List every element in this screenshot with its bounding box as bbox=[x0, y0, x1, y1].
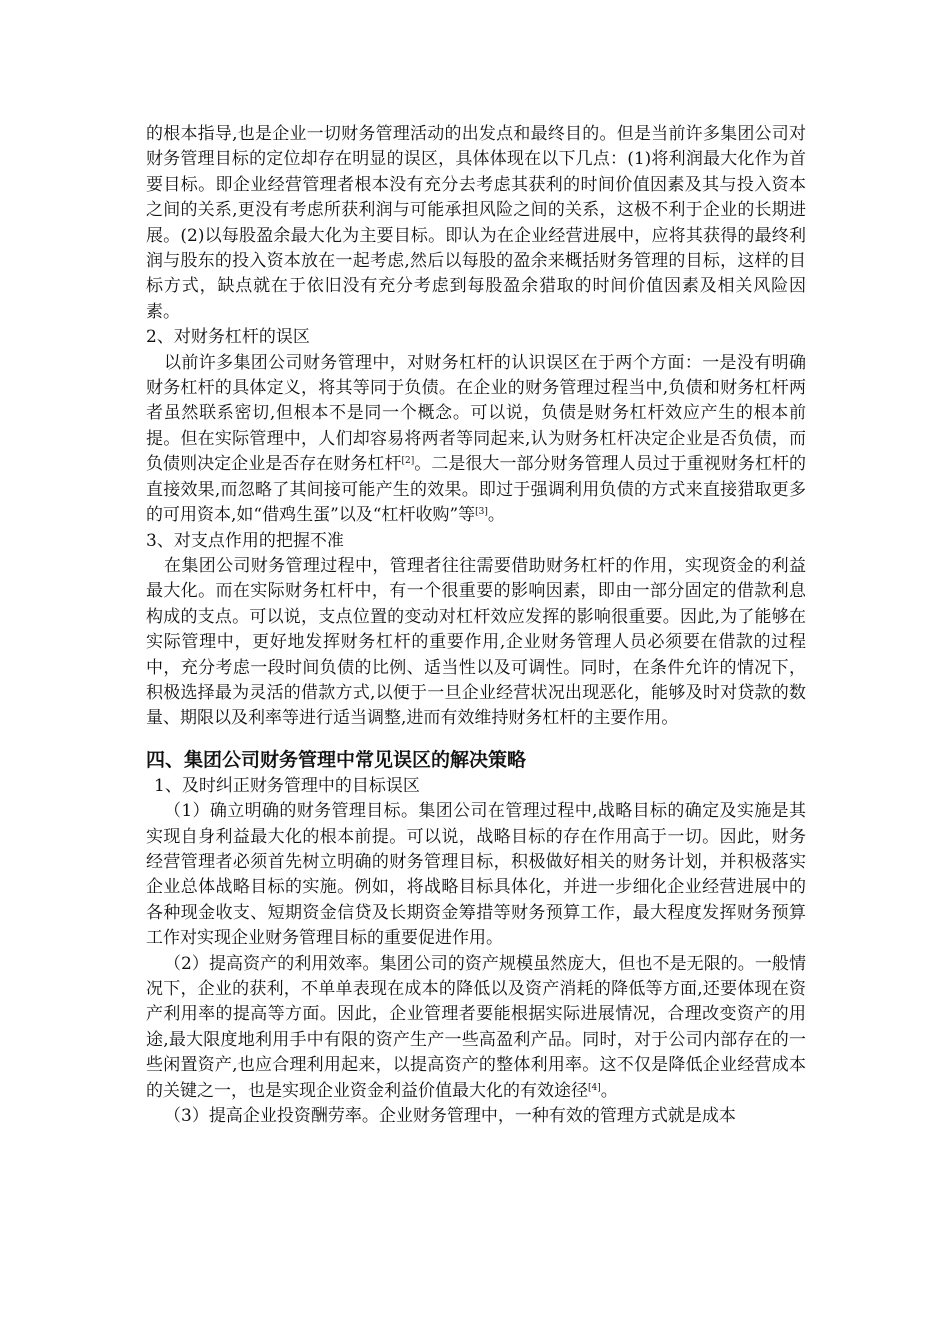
section-heading-financial-leverage: 2、对财务杠杆的误区 bbox=[146, 327, 310, 348]
paragraph-asset-efficiency-text: （2）提高资产的利用效率。集团公司的资产规模虽然庞大，但也不是无限的。一般情况下，企业的获利，不单单表现在成本的降低以及资产消耗的降低等方面,还要体现在资产利用率的提高等方面。因此，企业管理者要能根据实际进展情况，合理改变资产的用途,最大限度地利用手中有限的资产生产一些高盈利产品。同时，对于公司内部存在的一些闲置资产,也应合理利用起来，以提高资产的整体利用率。这不仅是降低企业经营成本的关键之一，也是实现企业资金利益价值最大化的有效途径 bbox=[146, 953, 806, 1101]
paragraph-financial-leverage-text-c: 。 bbox=[487, 505, 505, 526]
paragraph-financial-leverage-text-a: 以前许多集团公司财务管理中，对财务杠杆的认识误区在于两个方面：一是没有明确财务杠杆的具体定义，将其等同于负债。在企业的财务管理过程当中,负债和财务杠杆两者虽然联系密切,但根本不是同一个概念。可以说，负债是财务杠杆效应产生的根本前提。但在实际管理中，人们却容易将两者等同起来,认为财务杠杆决定企业是否负债，而负债则决定企业是否存在财务杠杆 bbox=[146, 352, 806, 475]
paragraph-asset-efficiency-end: 。 bbox=[600, 1080, 618, 1101]
paragraph-investment-return: （3）提高企业投资酬劳率。企业财务管理中，一种有效的管理方式就是成本 bbox=[164, 1106, 736, 1127]
paragraph-asset-efficiency bbox=[146, 952, 806, 1104]
paragraph-fulcrum: 在集团公司财务管理过程中，管理者往往需要借助财务杠杆的作用，实现资金的利益最大化。而在实际财务杠杆中，有一个很重要的影响因素，即由一部分固定的借款利息构成的支点。可以说，支点位置的变动对杠杆效应发挥的影响很重要。因此,为了能够在实际管理中，更好地发挥财务杠杆的重要作用,企业财务管理人员必须要在借款的过程中，充分考虑一段时间负债的比例、适当性以及可调性。同时，在条件允许的情况下，积极选择最为灵活的借款方式,以便于一旦企业经营状况出现恶化，能够及时对贷款的数量、期限以及利率等进行适当调整,进而有效维持财务杠杆的主要作用。 bbox=[146, 555, 806, 729]
chapter-heading-solutions: 四、集团公司财务管理中常见误区的解决策略 bbox=[146, 748, 527, 771]
document-page bbox=[146, 122, 806, 1129]
paragraph-financial-leverage-text-b: 。二是很大一部分财务管理人员过于重视财务杠杆的直接效果,而忽略了其间接可能产生的效果。即过于强调利用负债的方式来直接猎取更多的可用资本,如“借鸡生蛋”以及“杠杆收购”等 bbox=[146, 454, 807, 526]
paragraph-financial-leverage bbox=[146, 351, 806, 529]
paragraph-financial-goal-misconceptions: 的根本指导,也是企业一切财务管理活动的出发点和最终目的。但是当前许多集团公司对财务管理目标的定位却存在明显的误区，具体体现在以下几点：(1)将利润最大化作为首要目标。即企业经营管理者根本没有充分去考虑其获利的时间价值因素及其与投入资本之间的关系,更没有考虑所获利润与可能承担风险之间的关系，这极不利于企业的长期进展。(2)以每股盈余最大化为主要目标。即认为在企业经营进展中，应将其获得的最终利润与股东的投入资本放在一起考虑,然后以每股的盈余来概括财务管理的目标，这样的目标方式，缺点就在于依旧没有充分考虑到每股盈余猎取的时间价值因素及相关风险因素。 bbox=[146, 124, 806, 322]
citation-ref-2: [2] bbox=[401, 456, 415, 467]
section-heading-correct-goal-misconceptions: 1、及时纠正财务管理中的目标误区 bbox=[154, 775, 420, 796]
section-heading-fulcrum: 3、对支点作用的把握不准 bbox=[146, 530, 344, 551]
paragraph-clear-goal: （1）确立明确的财务管理目标。集团公司在管理过程中,战略目标的确定及实施是其实现自身利益最大化的根本前提。可以说，战略目标的存在作用高于一切。因此，财务经营管理者必须首先树立明确的财务管理目标，积极做好相关的财务计划，并积极落实企业总体战略目标的实施。例如，将战略目标具体化，并进一步细化企业经营进展中的各种现金收支、短期资金信贷及长期资金筹措等财务预算工作，最大程度发挥财务预算工作对实现企业财务管理目标的重要促进作用。 bbox=[146, 801, 806, 949]
citation-ref-4: [4] bbox=[588, 1082, 601, 1093]
citation-ref-3: [3] bbox=[475, 507, 488, 518]
